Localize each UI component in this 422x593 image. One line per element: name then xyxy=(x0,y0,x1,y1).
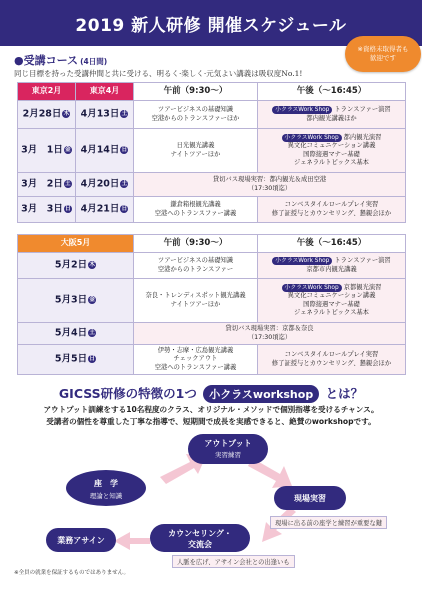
morning-cell: 奈良・トレンディスポット観光講義 ナイトツアーほか xyxy=(134,279,258,323)
date-cell: 5月5日 日 xyxy=(18,345,134,375)
morning-cell: 日光観光講義 ナイトツアーほか xyxy=(134,129,258,173)
date-cell: 3月 3日 日 xyxy=(18,197,76,223)
weekday-icon: 日 xyxy=(65,206,71,212)
workshop-tag: 小クラスWork Shop xyxy=(282,134,342,142)
table-row xyxy=(18,129,406,173)
date-cell: 4月14日 日 xyxy=(76,129,134,173)
weekday-icon: 日 xyxy=(121,147,128,153)
afternoon-cell: 小クラスWork Shop トランスファー演習 京都市内観光講義 xyxy=(258,253,406,279)
workshop-pill: 小クラスworkshop xyxy=(203,385,319,403)
date-cell: 5月2日 木 xyxy=(18,253,134,279)
osaka-schedule-table xyxy=(17,234,406,375)
date-cell: 5月4日 土 xyxy=(18,323,134,345)
feature-line-2: 受講者の個性を尊重した丁寧な指導で、短期間で成長を実感できると、絶賛のworkshopです。 xyxy=(46,417,376,426)
counsel-title-2: 交流会 xyxy=(188,540,212,549)
table-row xyxy=(18,323,406,345)
weekday-icon: 金 xyxy=(65,147,71,153)
badge-line-1: ※資格未取得者も xyxy=(357,45,409,53)
afternoon-cell: コンベスタイルロールプレイ実習 修了証授与とカウンセリング、懇親会ほか xyxy=(258,345,406,375)
morning-cell: ツアービジネスの基礎知識 空港からのトランスファー xyxy=(134,253,258,279)
header-osaka-may: 大阪5月 xyxy=(18,235,134,253)
afternoon-cell: コンベスタイルロールプレイ実習 修了証授与とカウンセリング、懇親会ほか xyxy=(258,197,406,223)
table-row xyxy=(18,253,406,279)
weekday-icon: 木 xyxy=(63,111,70,117)
date-cell: 3月 2日 土 xyxy=(18,173,76,197)
course-duration: (4日間) xyxy=(80,57,108,66)
afternoon-cell: 小クラスWork Shop 都内観光演習 異文化コミュニケーション講義 国際接遇マナー基礎 ジェネラルトピックス基本 xyxy=(258,129,406,173)
lecture-title: 座 学 xyxy=(94,479,118,488)
header-tokyo-feb: 東京2月 xyxy=(18,83,76,101)
workshop-tag: 小クラスWork Shop xyxy=(282,284,342,292)
afternoon-cell: 小クラスWork Shop トランスファー演習 都内観光講義ほか xyxy=(258,101,406,129)
date-cell: 4月21日 日 xyxy=(76,197,134,223)
morning-cell: 鎌倉箱根観光講義 空港へのトランスファー講義 xyxy=(134,197,258,223)
training-cycle-diagram xyxy=(0,430,422,566)
weekday-icon: 土 xyxy=(89,330,95,336)
table-row xyxy=(18,173,406,197)
intro-text: 同じ目標を持った受講仲間と共に受ける、明るく·楽しく·元気よい講義は吸収度No.1! xyxy=(14,69,303,78)
badge-line-2: 歓迎です xyxy=(370,54,396,62)
note-site-practice: 現場に出る前の座学と練習が重要な鍵 xyxy=(270,516,387,529)
table-row xyxy=(18,101,406,129)
assign-title: 業務アサイン xyxy=(57,536,105,545)
afternoon-cell: 小クラスWork Shop 京都観光演習 異文化コミュニケーション講義 国際接遇マナー基礎 ジェネラルトピックス基本 xyxy=(258,279,406,323)
weekday-icon: 土 xyxy=(121,111,128,117)
node-counseling xyxy=(150,524,250,552)
table-row xyxy=(18,197,406,223)
node-assignment xyxy=(46,528,116,552)
note-counseling: 人脈を広げ、アサイン会社との出逢いも xyxy=(172,555,295,568)
header-morning: 午前（9:30～） xyxy=(134,83,258,101)
table-row xyxy=(18,279,406,323)
page-title: 2019 新人研修 開催スケジュール xyxy=(75,15,347,36)
node-output xyxy=(188,434,268,464)
date-cell: 3月 1日 金 xyxy=(18,129,76,173)
feature-description xyxy=(0,404,422,428)
feature-heading xyxy=(0,384,422,403)
node-lecture xyxy=(66,470,146,506)
output-title: アウトプット xyxy=(204,439,252,448)
table-row xyxy=(18,345,406,375)
counsel-title: カウンセリング・ xyxy=(168,529,232,538)
weekday-icon: 金 xyxy=(89,297,95,303)
footnote: ※全員の就業を保証するものではありません。 xyxy=(14,570,129,576)
morning-cell: ツアービジネスの基礎知識 空港からのトランスファーほか xyxy=(134,101,258,129)
node-site-practice xyxy=(274,486,346,510)
header-tokyo-apr: 東京4月 xyxy=(76,83,134,101)
eligibility-badge xyxy=(345,36,421,72)
workshop-tag: 小クラスWork Shop xyxy=(272,257,332,265)
workshop-tag: 小クラスWork Shop xyxy=(272,106,332,114)
tokyo-schedule-table xyxy=(17,82,406,223)
feature-line-1: アウトプット訓練をする10名程度のクラス、オリジナル・メソッドで個別指導を受けるチャンス。 xyxy=(43,405,379,414)
course-title: ●受講コース xyxy=(14,54,79,67)
weekday-icon: 日 xyxy=(89,356,95,362)
feature-heading-pre: GICSS研修の特徴の1つ xyxy=(58,386,197,401)
feature-heading-post: とは？ xyxy=(325,386,364,401)
weekday-icon: 日 xyxy=(121,206,128,212)
arrow-counsel-to-assign xyxy=(114,532,150,550)
weekday-icon: 土 xyxy=(121,181,128,187)
date-cell: 2月28日 木 xyxy=(18,101,76,129)
date-cell: 4月13日 土 xyxy=(76,101,134,129)
output-sub: 実習練習 xyxy=(215,451,241,459)
course-heading xyxy=(14,52,107,68)
lecture-sub: 理論と知識 xyxy=(89,492,123,500)
date-cell: 5月3日 金 xyxy=(18,279,134,323)
header-afternoon: 午後（～16:45） xyxy=(258,235,406,253)
header-morning: 午前（9:30～） xyxy=(134,235,258,253)
table-header-row xyxy=(18,83,406,101)
bus-tour-cell: 貸切バス現場実習：都内観光＆成田空港 （17:30頃迄） xyxy=(134,173,406,197)
site-title: 現場実習 xyxy=(294,494,326,503)
date-cell: 4月20日 土 xyxy=(76,173,134,197)
weekday-icon: 木 xyxy=(89,262,95,268)
table-header-row xyxy=(18,235,406,253)
header-afternoon: 午後（～16:45） xyxy=(258,83,406,101)
weekday-icon: 土 xyxy=(65,181,71,187)
morning-cell: 伊勢・志摩・広島観光講義 チェックアウト 空港へのトランスファー講義 xyxy=(134,345,258,375)
bus-tour-cell: 貸切バス現場実習：京都＆奈良 （17:30頃迄） xyxy=(134,323,406,345)
